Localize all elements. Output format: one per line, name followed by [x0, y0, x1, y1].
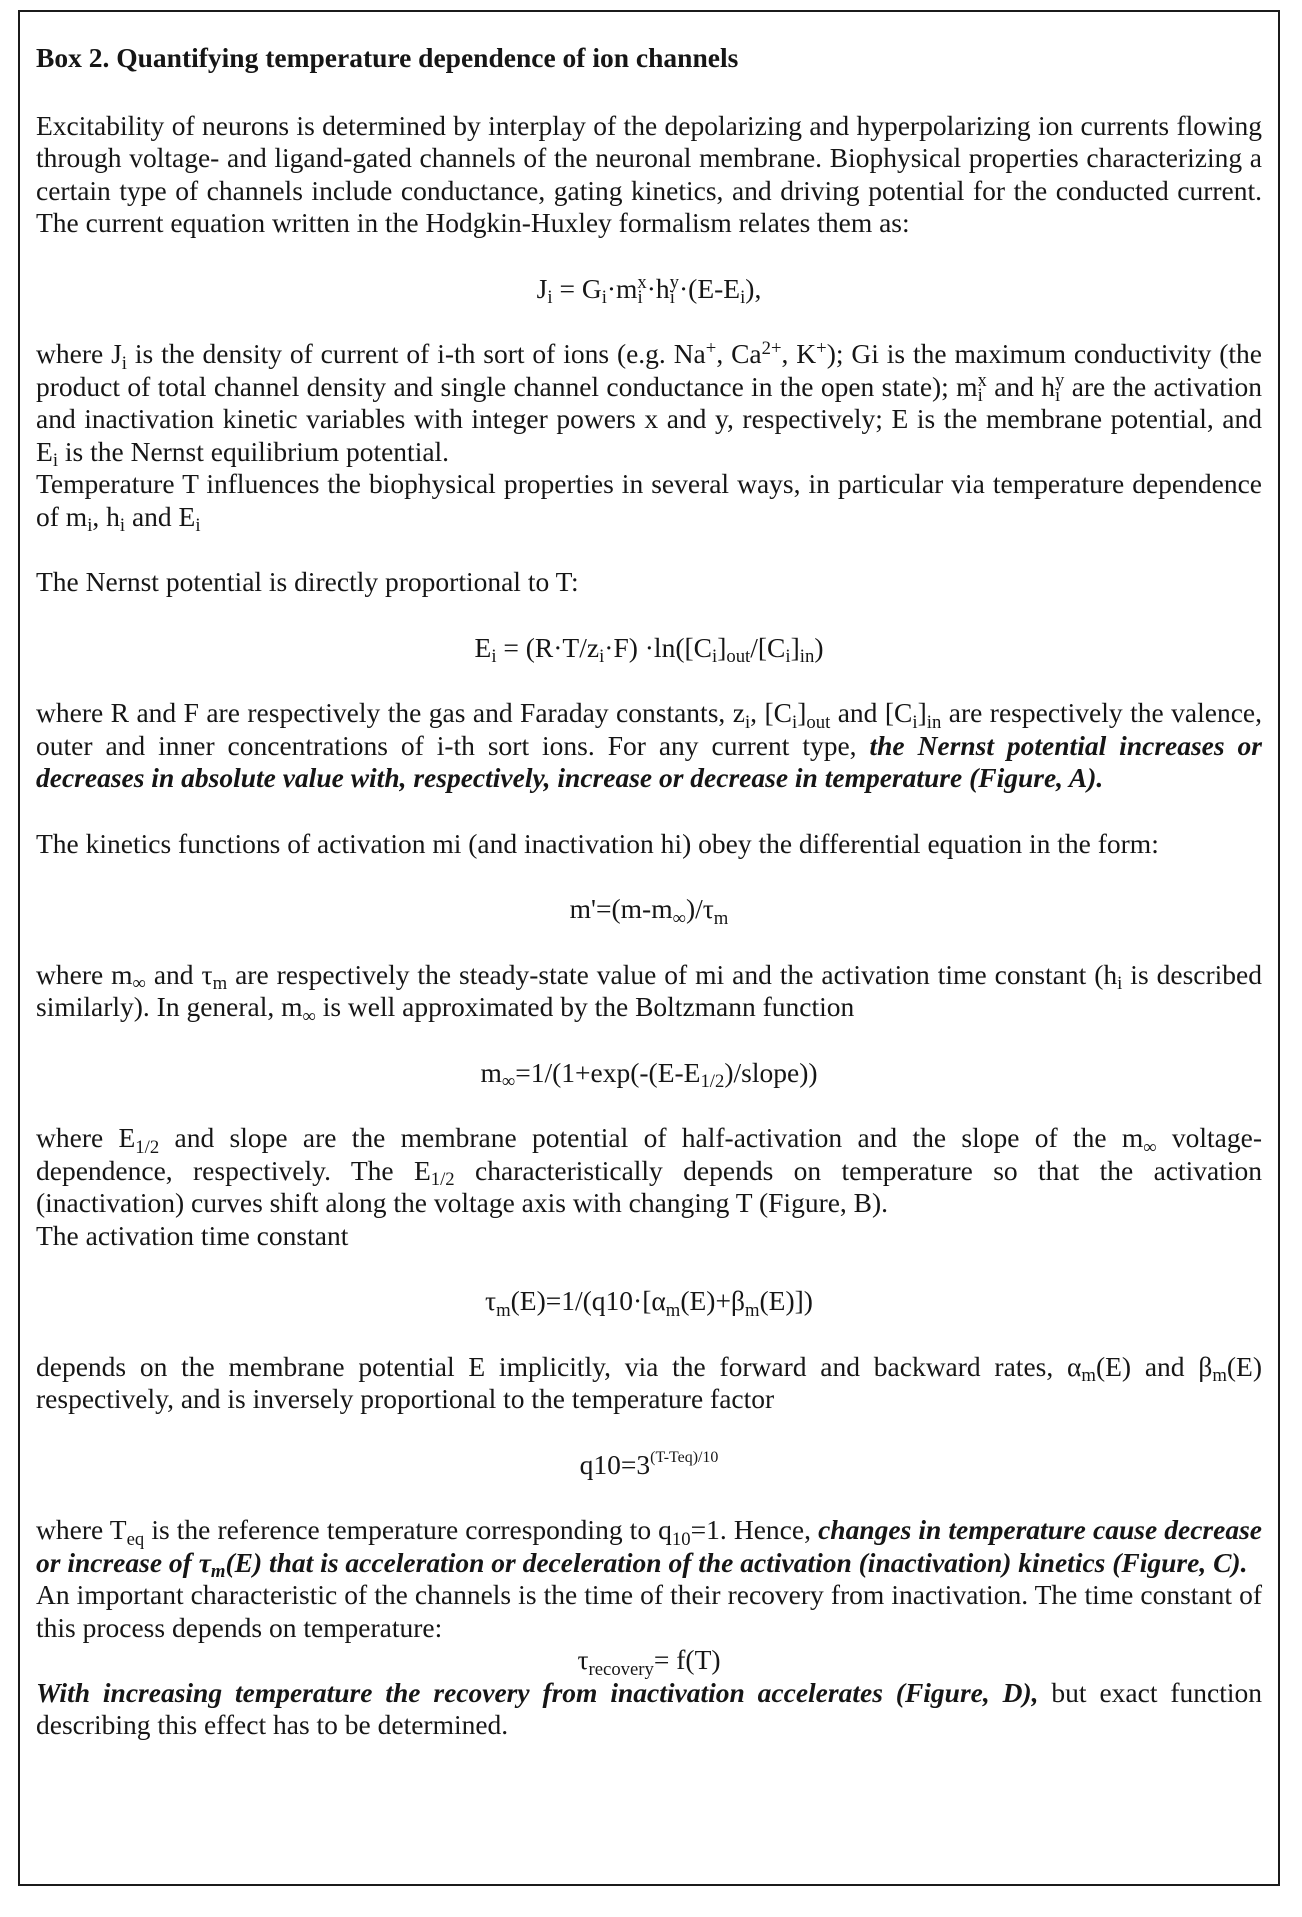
paragraph-time-constant-intro — [36, 1220, 1262, 1253]
text-run: ) — [814, 631, 824, 663]
equation-q10 — [36, 1449, 1262, 1482]
text-run: = f(T) — [653, 1644, 721, 1675]
subscript: ∞ — [1143, 1136, 1157, 1158]
text-run: , K — [781, 338, 817, 369]
subscript: i — [195, 515, 201, 537]
text-run: q10=3 — [579, 1448, 651, 1480]
paragraph-kinetics-definitions — [36, 958, 1262, 1027]
subscript: m — [665, 1299, 681, 1321]
subscript: i — [87, 515, 93, 537]
text-run: and E — [125, 500, 196, 532]
subscript: out — [726, 646, 751, 668]
text-run: ] — [917, 697, 927, 728]
text-box — [18, 10, 1280, 1886]
text-run: , Ca — [716, 338, 762, 369]
text-run: ] — [797, 697, 807, 728]
subscript: ∞ — [302, 1005, 316, 1027]
text-run: and h — [986, 370, 1056, 402]
text-run: J — [536, 272, 548, 304]
paragraph-rates — [36, 1351, 1262, 1416]
subscript: i — [740, 287, 746, 309]
subscript: recovery — [588, 1658, 654, 1680]
text-run: The kinetics functions of activation mi (and inactivation hi) obey the differential equation in the form: — [36, 827, 1159, 859]
subscript: i — [744, 711, 751, 733]
subscript: i — [792, 711, 798, 733]
text-run: m — [480, 1056, 502, 1088]
equation-current — [36, 272, 1262, 309]
text-run: =1/(1+exp(-(E-E — [515, 1056, 701, 1088]
superscript: x — [637, 272, 647, 294]
subscript: eq — [126, 1528, 145, 1550]
paragraph-nernst-intro — [36, 566, 1262, 599]
text-run: are respectively the steady-state value of mi and the activation time constant (h — [227, 958, 1118, 990]
text-run: where J — [36, 338, 122, 369]
subscript: i — [1117, 973, 1123, 995]
text-run: voltage-dependence, respectively. The E — [36, 1122, 1262, 1186]
text-run: is well approximated by the Boltzmann function — [315, 991, 855, 1022]
subscript: m — [744, 1299, 760, 1321]
subscript: m — [1212, 1365, 1227, 1387]
text-run: )/slope)) — [724, 1056, 818, 1088]
text-run: and τ — [145, 958, 213, 990]
text-run: (E)=1/(q10·[α — [510, 1285, 666, 1316]
text-run: = (R·T/z — [496, 631, 600, 663]
superscript: + — [705, 337, 717, 359]
text-run: An important characteristic of the channels is the time of their recovery from inactivation. The time constant of this process depends on temperature: — [36, 1579, 1262, 1643]
subscript: i — [912, 711, 918, 733]
text-run: is the reference temperature corresponding to q — [144, 1514, 672, 1545]
subscript: m — [212, 973, 228, 995]
equation-kinetics — [36, 893, 1262, 929]
subscript: i — [119, 515, 126, 537]
text-run: are respectively the valence, outer and inner concentrations of i-th sort ions. For any current type, — [36, 697, 1263, 761]
subscript: ∞ — [672, 907, 686, 929]
paragraph-boltzmann-definitions — [36, 1122, 1262, 1220]
subscript: 10 — [671, 1528, 691, 1550]
text-run: Temperature T influences the biophysical properties in several ways, in particular via temperature dependence of m — [36, 468, 1262, 532]
text-run: ·(E-E — [679, 272, 741, 304]
box-title: Box 2. Quantifying temperature dependence of ion channels — [36, 42, 739, 73]
text-run: =1. Hence, — [690, 1514, 819, 1545]
text-run: = G — [552, 272, 602, 304]
subscript: i — [52, 450, 59, 472]
subscript: i — [669, 287, 675, 309]
superscript: + — [816, 337, 827, 359]
text-run: , h — [92, 500, 120, 532]
superscript: (T-Teq)/10 — [650, 1448, 719, 1466]
text-run: ·m — [606, 272, 638, 304]
subscript: out — [806, 711, 831, 733]
bold-italic-text: With increasing temperature the recovery from inactivation accelerates (Figure, D), — [36, 1676, 1039, 1708]
equation-nernst — [36, 631, 1262, 668]
subscript: 1/2 — [700, 1071, 725, 1093]
bold-italic-subscript: m — [210, 1561, 226, 1583]
equation-recovery — [36, 1644, 1262, 1680]
text-run: ·F) ·ln([C — [604, 631, 712, 663]
subscript: i — [491, 646, 497, 668]
text-run: Excitability of neurons is determined by interplay of the depolarizing and hyperpolarizing ion currents flowing through voltage- and ligand-gated channels of the neuronal membrane. Biophysical properties characterizing a certain type of channels include conductance, gating kinetics, and driving potential for the conducted current. The current equation written in the Hodgkin-Huxley formalism relates them as: — [36, 109, 1262, 238]
subscript: 1/2 — [430, 1169, 455, 1191]
subscript: m — [496, 1299, 511, 1321]
superscript: 2+ — [761, 337, 782, 359]
text-run: )/τ — [685, 893, 714, 924]
text-run: τ — [485, 1285, 497, 1316]
paragraph-current-definitions — [36, 337, 1262, 472]
subscript: 1/2 — [135, 1136, 160, 1158]
subscript: i — [599, 646, 605, 668]
bold-italic-text: (E) that is acceleration or deceleration of the activation (inactivation) kinetics (Figure, C). — [225, 1546, 1248, 1578]
subscript: ∞ — [132, 973, 146, 995]
text-run: ] — [717, 631, 727, 663]
text-run: and slope are the membrane potential of half-activation and the slope of the m — [159, 1122, 1144, 1153]
subscript: ∞ — [501, 1071, 516, 1093]
superscript: y — [1055, 370, 1065, 392]
paragraph-q10-definitions — [36, 1514, 1262, 1583]
subscript: in — [799, 646, 815, 668]
text-run: is described similarly). In general, m — [36, 958, 1262, 1022]
subscript: m — [713, 907, 729, 929]
text-run: The activation time constant — [36, 1219, 349, 1251]
subscript: in — [926, 711, 942, 733]
text-run: (E)+β — [680, 1285, 745, 1316]
text-run: (E) respectively, and is inversely proportional to the temperature factor — [36, 1350, 1262, 1414]
equation-boltzmann — [36, 1056, 1262, 1093]
text-run: The Nernst potential is directly proportional to T: — [36, 566, 579, 597]
subscript: i — [711, 646, 718, 668]
subscript: m — [1081, 1365, 1096, 1387]
text-run: τ — [577, 1644, 589, 1675]
text-run: (E)]) — [759, 1285, 813, 1316]
subscript: i — [637, 287, 643, 309]
text-run: (E) and β — [1095, 1350, 1213, 1382]
superscript: x — [977, 370, 987, 392]
subscript: i — [547, 287, 553, 309]
text-run: m'=(m-m — [569, 893, 673, 924]
text-run: ), — [745, 272, 762, 304]
text-run: where R and F are respectively the gas and Faraday constants, z — [36, 697, 745, 728]
subscript: i — [121, 352, 127, 374]
text-run: where T — [36, 1514, 127, 1545]
paragraph-intro — [36, 110, 1262, 240]
equation-time-constant — [36, 1285, 1262, 1321]
bold-italic-text: changes in temperature cause decrease or increase of τ — [36, 1514, 1262, 1578]
text-run: are the activation and inactivation kinetic variables with integer powers x and y, respectively; E is the membrane potential, and E — [36, 370, 1262, 467]
text-run: and [C — [830, 697, 913, 728]
text-run: where m — [36, 958, 133, 990]
paragraph-recovery-conclusion — [36, 1677, 1262, 1742]
text-run: is the Nernst equilibrium potential. — [58, 435, 450, 467]
text-run: where E — [36, 1122, 136, 1153]
superscript: y — [669, 272, 679, 294]
subscript: i — [785, 646, 791, 668]
text-run: but exact function describing this effect has to be determined. — [36, 1676, 1262, 1740]
paragraph-kinetics-intro — [36, 828, 1262, 861]
text-run: ); Gi is the maximum conductivity (the product of total channel density and single channel conductance in the open state); m — [36, 338, 1262, 402]
subscript: i — [1055, 385, 1061, 407]
text-run: ·h — [646, 272, 670, 304]
text-run: ] — [790, 631, 800, 663]
paragraph-temperature-influence — [36, 468, 1262, 537]
paragraph-nernst-definitions — [36, 697, 1262, 795]
text-run: , [C — [750, 697, 792, 728]
subscript: i — [977, 385, 983, 407]
subscript: i — [601, 287, 607, 309]
text-run: characteristically depends on temperature so that the activation (inactivation) curves shift along the voltage axis with changing T (Figure, B). — [36, 1154, 1262, 1218]
text-run: is the density of current of i-th sort of ions (e.g. Na — [126, 338, 706, 369]
text-run: /[C — [750, 631, 786, 663]
bold-italic-text: the Nernst potential increases or decreases in absolute value with, respectively, increase or decrease in temperature (Figure, A). — [36, 729, 1262, 793]
paragraph-recovery-intro — [36, 1579, 1262, 1644]
text-run: depends on the membrane potential E implicitly, via the forward and backward rates, α — [36, 1350, 1082, 1382]
text-run: E — [474, 631, 492, 663]
